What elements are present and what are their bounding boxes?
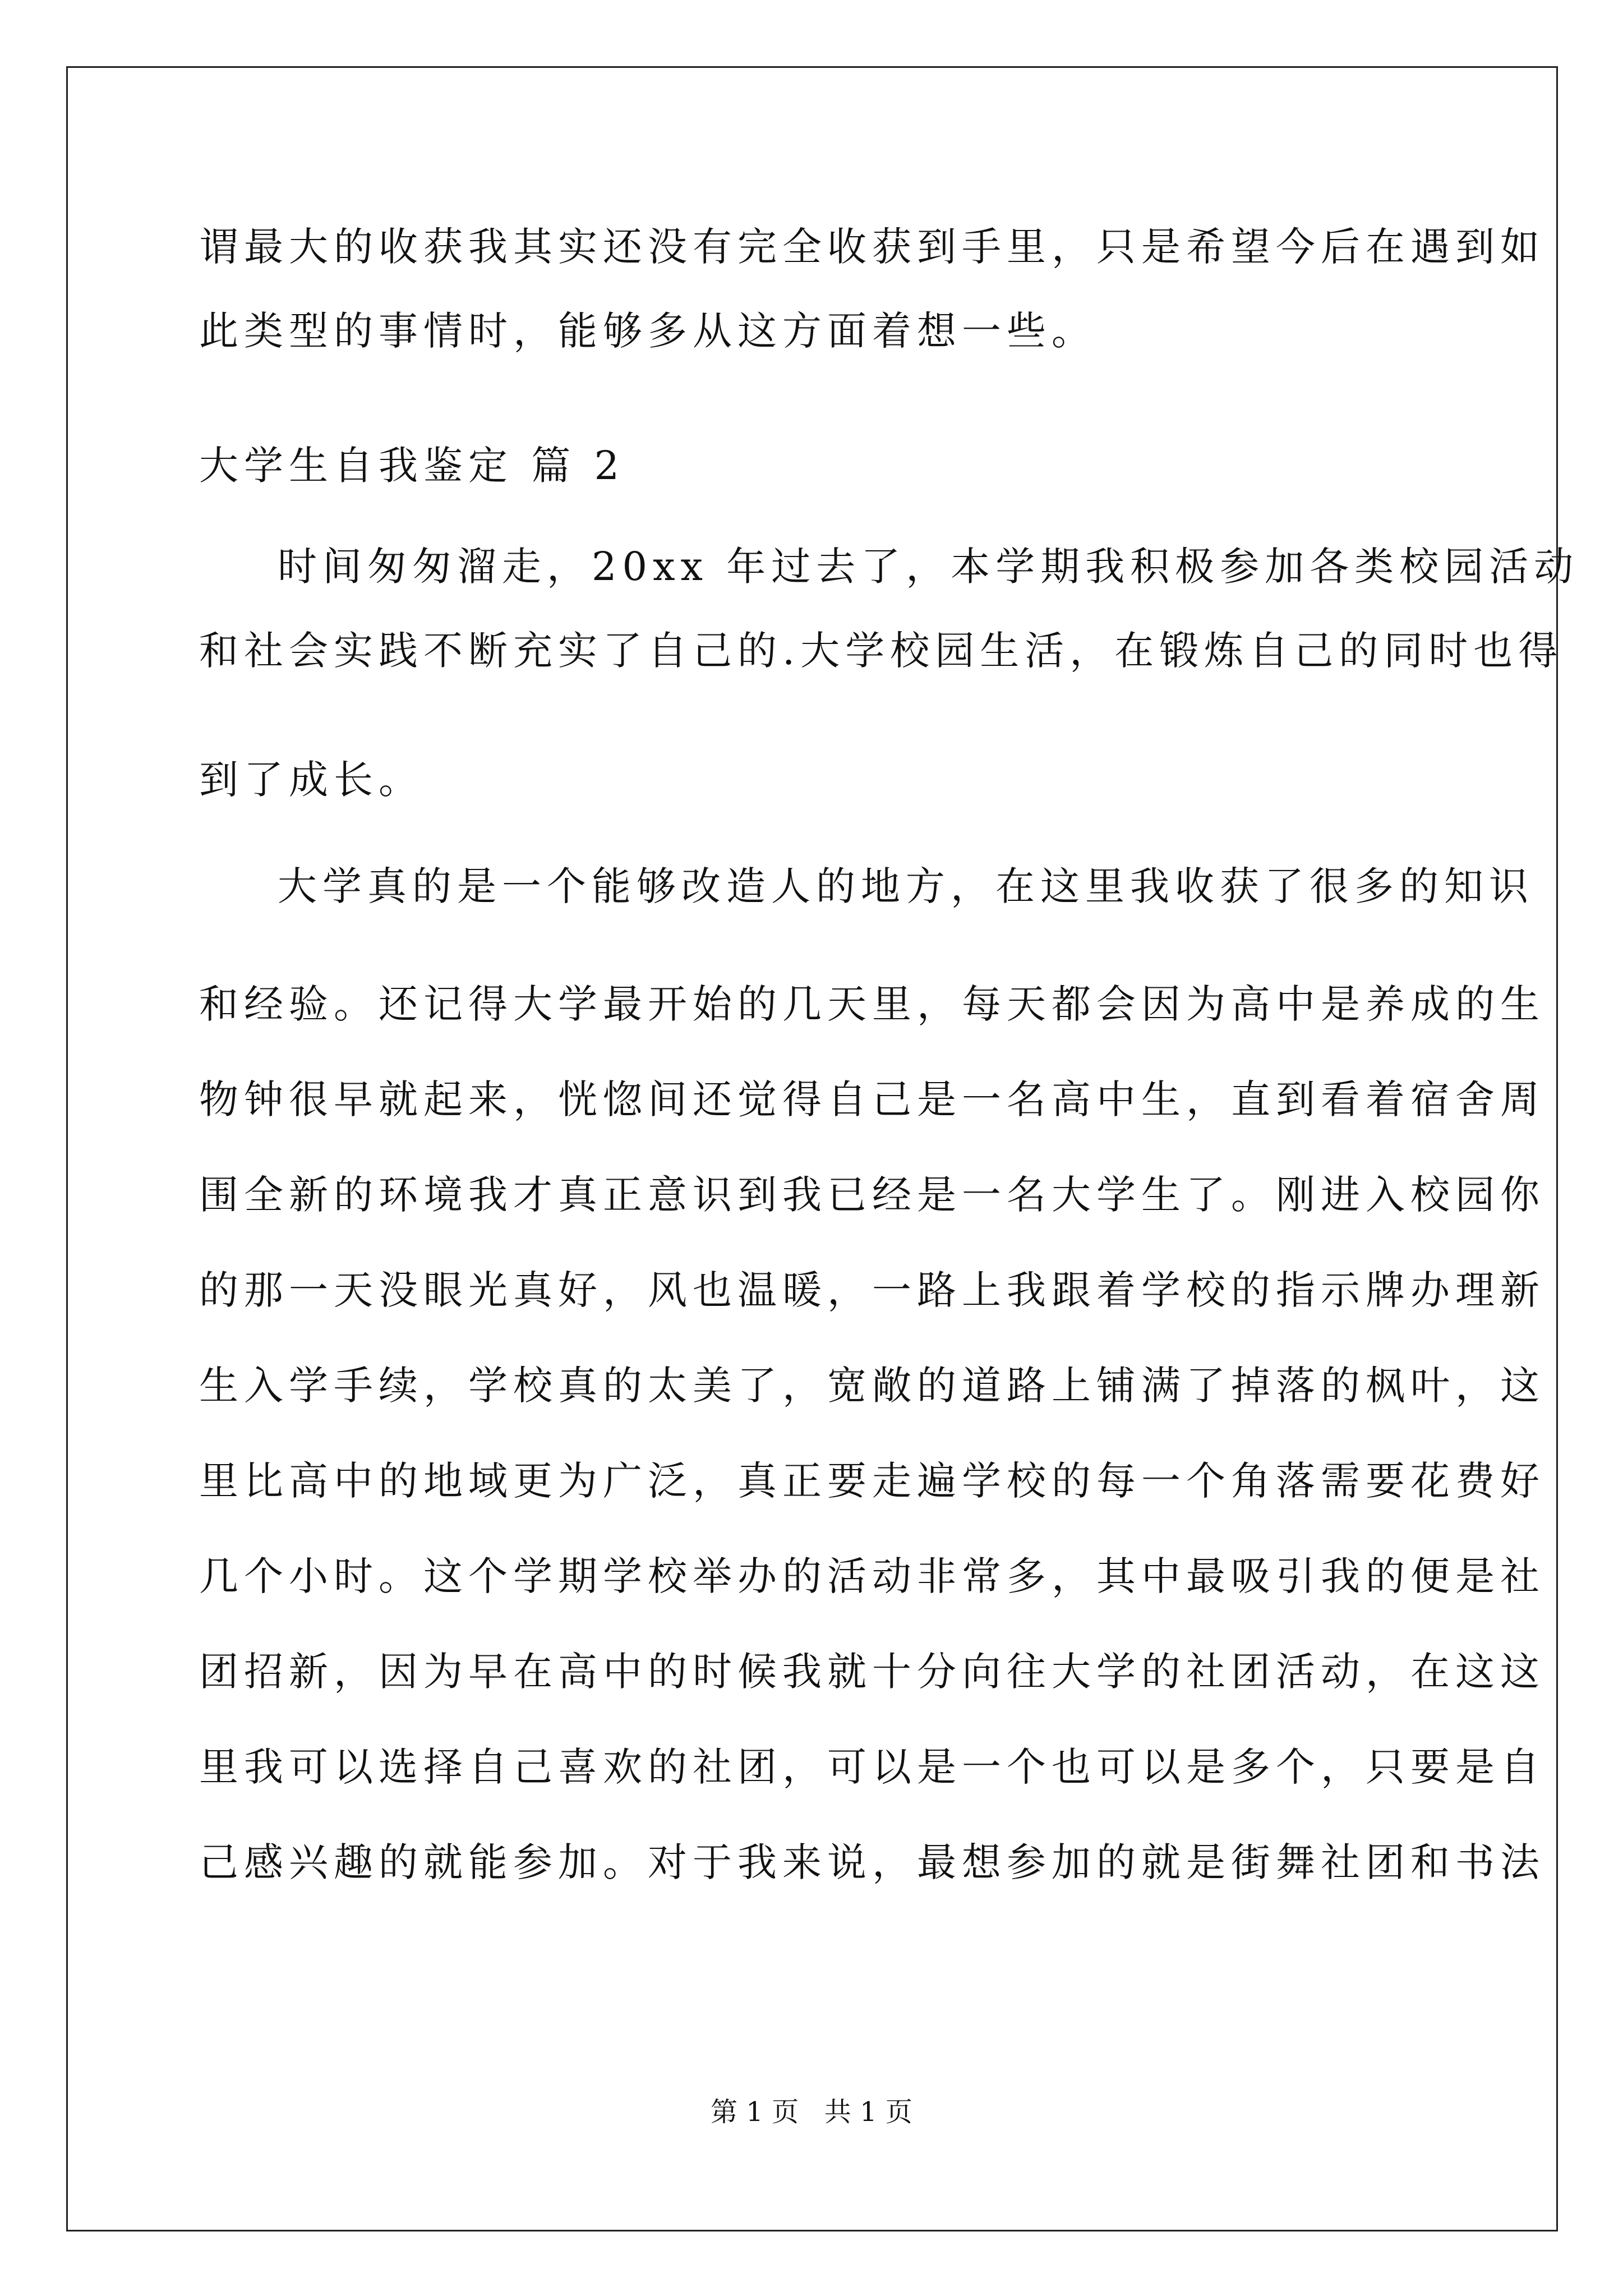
text-line: 大学真的是一个能够改造人的地方，在这里我收获了很多的知识 — [278, 863, 1534, 909]
text-line: 的那一天没眼光真好，风也温暖，一路上我跟着学校的指示牌办理新 — [199, 1267, 1545, 1313]
text-line: 谓最大的收获我其实还没有完全收获到手里，只是希望今后在遇到如 — [199, 224, 1545, 270]
page-border — [66, 66, 1558, 2231]
text-line: 围全新的环境我才真正意识到我已经是一名大学生了。刚进入校园你 — [199, 1172, 1545, 1218]
text-line: 时间匆匆溜走，20xx 年过去了，本学期我积极参加各类校园活动 — [278, 544, 1579, 590]
text-line: 里我可以选择自己喜欢的社团，可以是一个也可以是多个，只要是自 — [199, 1744, 1545, 1790]
text-line: 里比高中的地域更为广泛，真正要走遍学校的每一个角落需要花费好 — [199, 1458, 1545, 1504]
section-heading: 大学生自我鉴定 篇 2 — [199, 443, 625, 489]
text-line: 和经验。还记得大学最开始的几天里，每天都会因为高中是养成的生 — [199, 981, 1545, 1027]
text-line: 物钟很早就起来，恍惚间还觉得自己是一名高中生，直到看着宿舍周 — [199, 1076, 1545, 1122]
text-line: 生入学手续，学校真的太美了，宽敞的道路上铺满了掉落的枫叶，这 — [199, 1363, 1545, 1409]
text-line: 此类型的事情时，能够多从这方面着想一些。 — [199, 308, 1096, 354]
text-line: 团招新，因为早在高中的时候我就十分向往大学的社团活动，在这这 — [199, 1649, 1545, 1695]
text-line: 几个小时。这个学期学校举办的活动非常多，其中最吸引我的便是社 — [199, 1553, 1545, 1599]
text-line: 己感兴趣的就能参加。对于我来说，最想参加的就是街舞社团和书法 — [199, 1839, 1545, 1885]
text-line: 到了成长。 — [199, 757, 423, 803]
text-line: 和社会实践不断充实了自己的.大学校园生活，在锻炼自己的同时也得 — [199, 628, 1564, 674]
page-number-footer: 第 1 页 共 1 页 — [711, 2096, 912, 2128]
